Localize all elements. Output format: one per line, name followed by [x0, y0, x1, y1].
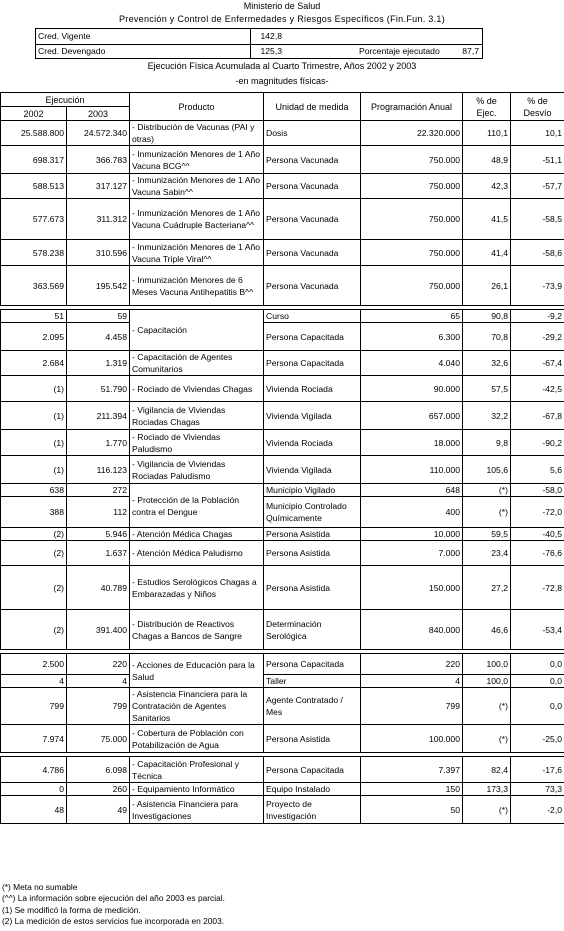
cell-unidad: Proyecto de Investigación: [264, 796, 361, 824]
cell-2002: (1): [1, 376, 67, 402]
cell-2003: 1.319: [67, 351, 130, 376]
cell-2003: 1.770: [67, 430, 130, 456]
cell-programacion: 50: [361, 796, 463, 824]
cell-pct-desvio: -73,9: [511, 266, 564, 306]
cell-pct-ejec: 105,6: [463, 456, 511, 484]
cell-2002: 577.673: [1, 199, 67, 240]
table-header: [1, 93, 564, 121]
cell-programacion: 18.000: [361, 430, 463, 456]
cell-pct-ejec: 32,2: [463, 402, 511, 430]
table-row: [1, 484, 564, 497]
cell-unidad: Dosis: [264, 121, 361, 146]
cell-producto: - Distribución de Reactivos Chagas a Bancos de Sangre: [130, 610, 264, 650]
cell-pct-desvio: -17,6: [511, 757, 564, 783]
cell-producto: - Inmunización Menores de 6 Meses Vacuna Antihepatitis B^^: [130, 266, 264, 306]
cell-producto: - Rociado de Viviendas Chagas: [130, 376, 264, 402]
cell-pct-desvio: -72,8: [511, 566, 564, 610]
cell-programacion: 22.320.000: [361, 121, 463, 146]
cell-2003: 260: [67, 783, 130, 796]
table-row: [1, 783, 564, 796]
cell-pct-desvio: -2,0: [511, 796, 564, 824]
porcentaje-label: Porcentaje ejecutado: [359, 46, 440, 56]
cell-2003: 272: [67, 484, 130, 497]
cell-2003: 310.596: [67, 240, 130, 266]
cell-pct-ejec: 173,3: [463, 783, 511, 796]
cell-pct-ejec: 42,3: [463, 174, 511, 199]
cell-pct-desvio: -42,5: [511, 376, 564, 402]
cell-producto: - Protección de la Población contra el Dengue: [130, 484, 264, 528]
cell-2003: 311.312: [67, 199, 130, 240]
table-row: [1, 402, 564, 430]
col-unidad: Unidad de medida: [264, 93, 361, 121]
cell-2002: 0: [1, 783, 67, 796]
col-2002: 2002: [1, 107, 67, 121]
table-row: [1, 796, 564, 824]
table-row: [1, 240, 564, 266]
cell-pct-ejec: 70,8: [463, 323, 511, 351]
cell-pct-desvio: -72,0: [511, 497, 564, 528]
cell-2002: 4.786: [1, 757, 67, 783]
col-pct-ejec: % de Ejec.: [463, 93, 511, 121]
cell-pct-ejec: 26,1: [463, 266, 511, 306]
ministry-title: Ministerio de Salud: [243, 1, 321, 11]
cell-producto: - Inmunización Menores de 1 Año Vacuna BCG^^: [130, 146, 264, 174]
cell-2002: (2): [1, 610, 67, 650]
cred-devengado-value: 125,3: [260, 46, 282, 56]
col-producto: Producto: [130, 93, 264, 121]
table-row: [1, 725, 564, 753]
cell-2003: 6.098: [67, 757, 130, 783]
footnote: (2) La medición de estos servicios fue incorporada en 2003.: [2, 916, 225, 927]
cell-programacion: 220: [361, 654, 463, 675]
cell-programacion: 750.000: [361, 174, 463, 199]
cell-programacion: 750.000: [361, 146, 463, 174]
cell-unidad: Persona Capacitada: [264, 323, 361, 351]
cell-programacion: 90.000: [361, 376, 463, 402]
cred-divider: [250, 29, 251, 58]
cell-unidad: Persona Vacunada: [264, 146, 361, 174]
cell-2002: 363.569: [1, 266, 67, 306]
cell-pct-desvio: 73,3: [511, 783, 564, 796]
cell-producto: - Capacitación de Agentes Comunitarios: [130, 351, 264, 376]
cell-pct-desvio: -29,2: [511, 323, 564, 351]
cell-2003: 366.783: [67, 146, 130, 174]
cell-producto: - Equipamiento Informático: [130, 783, 264, 796]
cell-2003: 5.946: [67, 528, 130, 541]
cell-unidad: Vivienda Vigilada: [264, 402, 361, 430]
cell-2003: 24.572.340: [67, 121, 130, 146]
cell-programacion: 657.000: [361, 402, 463, 430]
cell-unidad: Persona Asistida: [264, 528, 361, 541]
cell-pct-desvio: -67,8: [511, 402, 564, 430]
cell-unidad: Persona Vacunada: [264, 199, 361, 240]
cell-unidad: Agente Contratado / Mes: [264, 688, 361, 725]
table-row: [1, 456, 564, 484]
cell-2002: 698.317: [1, 146, 67, 174]
cell-pct-ejec: 9,8: [463, 430, 511, 456]
cred-vigente-label: Cred. Vigente: [38, 31, 91, 41]
cell-producto: - Vigilancia de Viviendas Rociadas Paludismo: [130, 456, 264, 484]
cell-producto: - Acciones de Educación para la Salud: [130, 654, 264, 688]
cell-programacion: 4.040: [361, 351, 463, 376]
cell-programacion: 648: [361, 484, 463, 497]
cell-programacion: 150.000: [361, 566, 463, 610]
cell-2003: 317.127: [67, 174, 130, 199]
table-row: [1, 654, 564, 675]
cell-producto: - Estudios Serológicos Chagas a Embarazadas y Niños: [130, 566, 264, 610]
cell-pct-ejec: 100,0: [463, 675, 511, 688]
cell-pct-ejec: 48,9: [463, 146, 511, 174]
cell-pct-ejec: 57,5: [463, 376, 511, 402]
footnote: (^^) La información sobre ejecución del año 2003 es parcial.: [2, 893, 225, 904]
cell-2002: 2.095: [1, 323, 67, 351]
cell-programacion: 150: [361, 783, 463, 796]
cell-pct-desvio: -90,2: [511, 430, 564, 456]
col-programacion: Programación Anual: [361, 93, 463, 121]
cell-unidad: Curso: [264, 310, 361, 323]
cell-pct-desvio: -57,7: [511, 174, 564, 199]
footnote: (1) Se modificó la forma de medición.: [2, 904, 141, 915]
cell-programacion: 750.000: [361, 240, 463, 266]
cell-unidad: Persona Capacitada: [264, 654, 361, 675]
program-title: Prevención y Control de Enfermedades y Riesgos Específicos (Fin.Fun. 3.1): [118, 14, 446, 24]
cell-2002: 638: [1, 484, 67, 497]
cell-unidad: Persona Asistida: [264, 566, 361, 610]
cell-producto: - Rociado de Viviendas Paludismo: [130, 430, 264, 456]
cell-pct-desvio: -76,6: [511, 541, 564, 566]
credit-box: [35, 28, 483, 59]
table-row: [1, 199, 564, 240]
cell-pct-ejec: (*): [463, 497, 511, 528]
table-body: [1, 121, 564, 824]
cell-unidad: Taller: [264, 675, 361, 688]
col-pct-desvio: % de Desvío: [511, 93, 564, 121]
cell-programacion: 10.000: [361, 528, 463, 541]
cell-pct-ejec: (*): [463, 688, 511, 725]
cell-pct-desvio: 0,0: [511, 675, 564, 688]
cell-2002: 2.684: [1, 351, 67, 376]
cell-2003: 391.400: [67, 610, 130, 650]
cell-unidad: Vivienda Rociada: [264, 430, 361, 456]
cell-programacion: 65: [361, 310, 463, 323]
cell-producto: - Distribución de Vacunas (PAI y otras): [130, 121, 264, 146]
table-row: [1, 146, 564, 174]
cell-2002: (2): [1, 541, 67, 566]
cell-programacion: 750.000: [361, 199, 463, 240]
cred-vigente-row: [36, 29, 482, 45]
table-row: [1, 497, 564, 528]
table-row: [1, 541, 564, 566]
cell-2003: 116.123: [67, 456, 130, 484]
table-row: [1, 757, 564, 783]
cell-unidad: Persona Asistida: [264, 725, 361, 753]
cell-programacion: 100.000: [361, 725, 463, 753]
cell-2002: 578.238: [1, 240, 67, 266]
cell-programacion: 799: [361, 688, 463, 725]
cell-programacion: 840.000: [361, 610, 463, 650]
table-row: [1, 610, 564, 650]
cell-2003: 75.000: [67, 725, 130, 753]
cell-2002: 388: [1, 497, 67, 528]
cell-2003: 1.637: [67, 541, 130, 566]
table-row: [1, 528, 564, 541]
cell-unidad: Determinación Serológica: [264, 610, 361, 650]
cell-producto: - Vigilancia de Viviendas Rociadas Chagas: [130, 402, 264, 430]
table-row: [1, 376, 564, 402]
cred-devengado-label: Cred. Devengado: [38, 46, 106, 56]
table-row: [1, 430, 564, 456]
cell-unidad: Persona Capacitada: [264, 757, 361, 783]
cell-unidad: Municipio Vigilado: [264, 484, 361, 497]
cell-producto: - Inmunización Menores de 1 Año Vacuna Triple Viral^^: [130, 240, 264, 266]
cell-producto: - Capacitación: [130, 310, 264, 351]
cell-unidad: Persona Vacunada: [264, 266, 361, 306]
cell-pct-desvio: -58,5: [511, 199, 564, 240]
cell-pct-desvio: -67,4: [511, 351, 564, 376]
cell-unidad: Persona Capacitada: [264, 351, 361, 376]
cell-pct-ejec: (*): [463, 484, 511, 497]
cell-2002: 25.588.800: [1, 121, 67, 146]
col-ejecucion: Ejecución: [1, 93, 130, 107]
cell-pct-ejec: 27,2: [463, 566, 511, 610]
cell-producto: - Asistencia Financiera para la Contratación de Agentes Sanitarios: [130, 688, 264, 725]
cell-pct-desvio: 10,1: [511, 121, 564, 146]
cell-programacion: 4: [361, 675, 463, 688]
cell-pct-desvio: -51,1: [511, 146, 564, 174]
cell-2003: 211.394: [67, 402, 130, 430]
cell-2002: (1): [1, 456, 67, 484]
unit-note: -en magnitudes físicas-: [235, 76, 329, 86]
cell-2002: 2.500: [1, 654, 67, 675]
cell-pct-ejec: (*): [463, 796, 511, 824]
cell-pct-ejec: 41,4: [463, 240, 511, 266]
cell-programacion: 750.000: [361, 266, 463, 306]
footnotes: [2, 882, 225, 928]
cell-2002: (1): [1, 430, 67, 456]
table-row: [1, 351, 564, 376]
execution-table: [0, 92, 564, 824]
cell-pct-desvio: -40,5: [511, 528, 564, 541]
cell-2003: 220: [67, 654, 130, 675]
cell-pct-desvio: -58,0: [511, 484, 564, 497]
report-subtitle: Ejecución Física Acumulada al Cuarto Trimestre, Años 2002 y 2003: [147, 61, 417, 71]
cell-producto: - Cobertura de Población con Potabilización de Agua: [130, 725, 264, 753]
table-row: [1, 174, 564, 199]
cell-producto: - Inmunización Menores de 1 Año Vacuna Cuádruple Bacteriana^^: [130, 199, 264, 240]
cell-pct-desvio: -25,0: [511, 725, 564, 753]
cell-unidad: Persona Vacunada: [264, 174, 361, 199]
cell-unidad: Equipo Instalado: [264, 783, 361, 796]
cell-unidad: Persona Asistida: [264, 541, 361, 566]
cell-unidad: Persona Vacunada: [264, 240, 361, 266]
cell-2003: 112: [67, 497, 130, 528]
cell-2003: 40.789: [67, 566, 130, 610]
cell-pct-ejec: 59,5: [463, 528, 511, 541]
cell-2002: 51: [1, 310, 67, 323]
cell-2002: (2): [1, 528, 67, 541]
cell-pct-desvio: 0,0: [511, 688, 564, 725]
cell-unidad: Municipio Controlado Químicamente: [264, 497, 361, 528]
cell-2003: 4.458: [67, 323, 130, 351]
cell-2002: (1): [1, 402, 67, 430]
cell-2002: 4: [1, 675, 67, 688]
cell-pct-desvio: -9,2: [511, 310, 564, 323]
table-row: [1, 675, 564, 688]
cell-2002: 48: [1, 796, 67, 824]
cell-2002: 7.974: [1, 725, 67, 753]
table-row: [1, 566, 564, 610]
cell-pct-ejec: 41,5: [463, 199, 511, 240]
cell-pct-ejec: (*): [463, 725, 511, 753]
cell-pct-ejec: 90,8: [463, 310, 511, 323]
cell-2002: 588.513: [1, 174, 67, 199]
cell-2003: 195.542: [67, 266, 130, 306]
cell-pct-ejec: 23,4: [463, 541, 511, 566]
cell-programacion: 6.300: [361, 323, 463, 351]
cell-2003: 4: [67, 675, 130, 688]
cell-pct-ejec: 100,0: [463, 654, 511, 675]
cell-pct-ejec: 82,4: [463, 757, 511, 783]
cell-pct-desvio: 0,0: [511, 654, 564, 675]
cell-2002: 799: [1, 688, 67, 725]
cell-programacion: 7.397: [361, 757, 463, 783]
table-row: [1, 323, 564, 351]
table-row: [1, 688, 564, 725]
cell-pct-ejec: 32,6: [463, 351, 511, 376]
cred-devengado-row: [36, 44, 482, 59]
cell-producto: - Capacitación Profesional y Técnica: [130, 757, 264, 783]
cred-vigente-value: 142,8: [260, 31, 282, 41]
cell-pct-ejec: 110,1: [463, 121, 511, 146]
table-row: [1, 266, 564, 306]
table-row: [1, 121, 564, 146]
cell-pct-desvio: 5,6: [511, 456, 564, 484]
cell-producto: - Inmunización Menores de 1 Año Vacuna Sabin^^: [130, 174, 264, 199]
cell-unidad: Vivienda Rociada: [264, 376, 361, 402]
cell-2002: (2): [1, 566, 67, 610]
footnote: (*) Meta no sumable: [2, 882, 78, 892]
cell-pct-ejec: 46,6: [463, 610, 511, 650]
porcentaje-value: 87,7: [462, 46, 479, 56]
cell-producto: - Atención Médica Chagas: [130, 528, 264, 541]
cell-producto: - Asistencia Financiera para Investigaciones: [130, 796, 264, 824]
cell-pct-desvio: -53,4: [511, 610, 564, 650]
cell-2003: 59: [67, 310, 130, 323]
cell-unidad: Vivienda Vigilada: [264, 456, 361, 484]
cell-programacion: 110.000: [361, 456, 463, 484]
cell-2003: 51.790: [67, 376, 130, 402]
cell-programacion: 7.000: [361, 541, 463, 566]
col-2003: 2003: [67, 107, 130, 121]
cell-producto: - Atención Médica Paludismo: [130, 541, 264, 566]
cell-programacion: 400: [361, 497, 463, 528]
cell-2003: 49: [67, 796, 130, 824]
table-row: [1, 310, 564, 323]
cell-pct-desvio: -58,6: [511, 240, 564, 266]
cell-2003: 799: [67, 688, 130, 725]
